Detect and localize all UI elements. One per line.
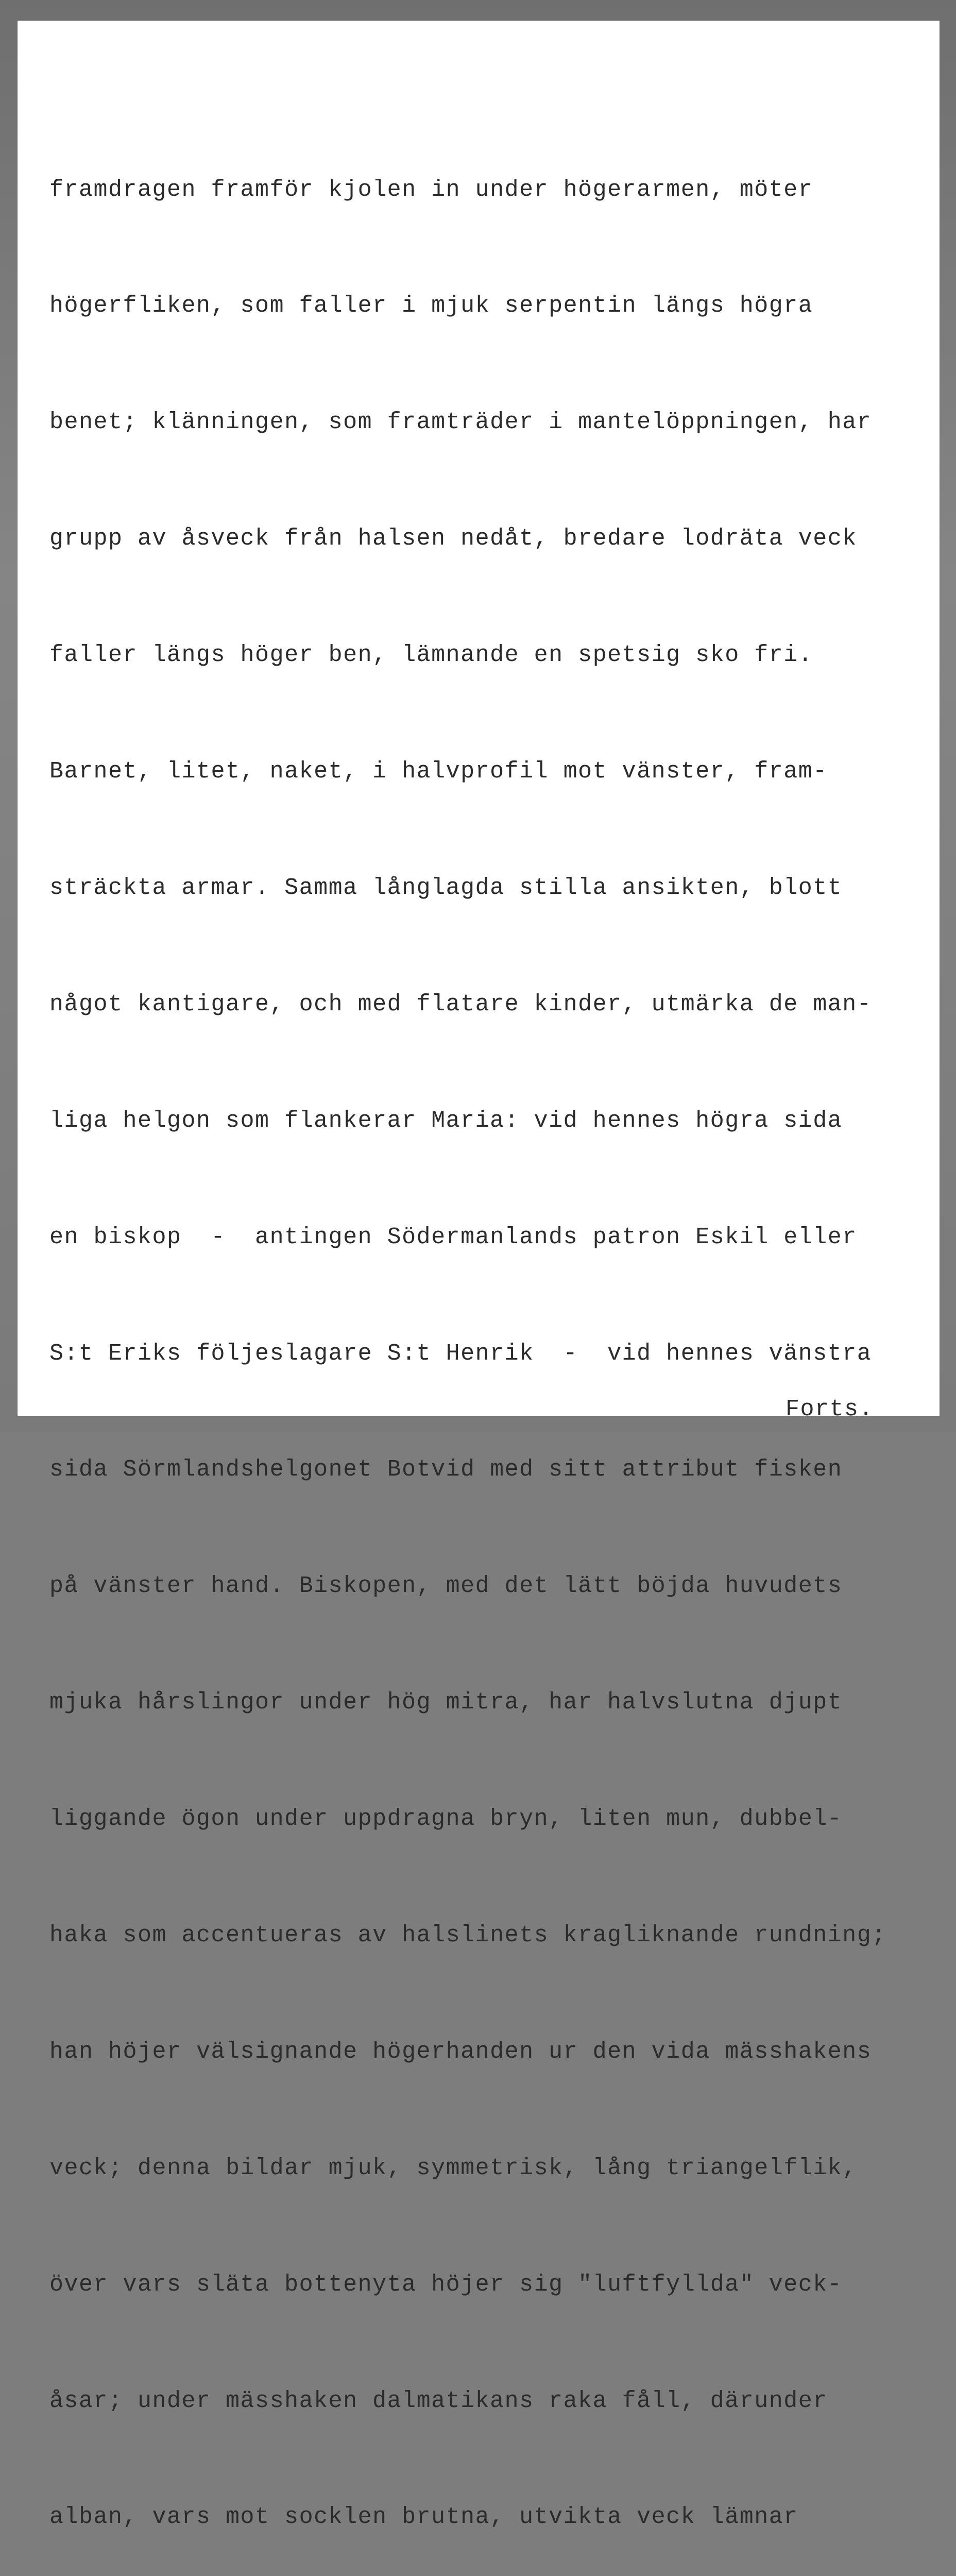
text-line: något kantigare, och med flatare kinder, utmärka de man- (49, 991, 872, 1018)
text-line: sträckta armar. Samma långlagda stilla ansikten, blott (49, 874, 843, 901)
text-line: över vars släta bottenyta höjer sig "luftfyllda" veck- (49, 2271, 843, 2298)
text-line: liga helgon som flankerar Maria: vid hennes högra sida (49, 1107, 843, 1134)
text-line: sida Sörmlandshelgonet Botvid med sitt attribut fisken (49, 1456, 843, 1483)
text-line: faller längs höger ben, lämnande en spetsig sko fri. (49, 642, 813, 669)
continuation-note: Forts. (785, 1396, 874, 1422)
text-line: Barnet, litet, naket, i halvprofil mot vänster, fram- (49, 758, 828, 785)
text-line: grupp av åsveck från halsen nedåt, bredare lodräta veck (49, 526, 857, 552)
text-line: på vänster hand. Biskopen, med det lätt böjda huvudets (49, 1573, 843, 1600)
text-line: åsar; under mässhaken dalmatikans raka fåll, därunder (49, 2387, 828, 2414)
text-line: han höjer välsignande högerhanden ur den vida mässhakens (49, 2038, 872, 2065)
text-line: framdragen framför kjolen in under högerarmen, möter (49, 176, 813, 203)
typewritten-page (18, 21, 940, 2531)
text-line: alban, vars mot socklen brutna, utvikta veck lämnar (49, 2504, 798, 2531)
text-line: benet; klänningen, som framträder i mantelöppningen, har (49, 409, 872, 436)
text-line: högerfliken, som faller i mjuk serpentin längs högra (49, 293, 813, 319)
text-line: liggande ögon under uppdragna bryn, liten mun, dubbel- (49, 1806, 843, 1833)
text-line: en biskop - antingen Södermanlands patron Eskil eller (49, 1224, 857, 1250)
text-line: S:t Eriks följeslagare S:t Henrik - vid hennes vänstra (49, 1340, 872, 1367)
text-line: mjuka hårslingor under hög mitra, har halvslutna djupt (49, 1689, 843, 1716)
body-text (49, 93, 935, 2576)
text-line: haka som accentueras av halslinets kragliknande rundning; (49, 1922, 886, 1948)
text-line: veck; denna bildar mjuk, symmetrisk, lång triangelflik, (49, 2155, 857, 2181)
